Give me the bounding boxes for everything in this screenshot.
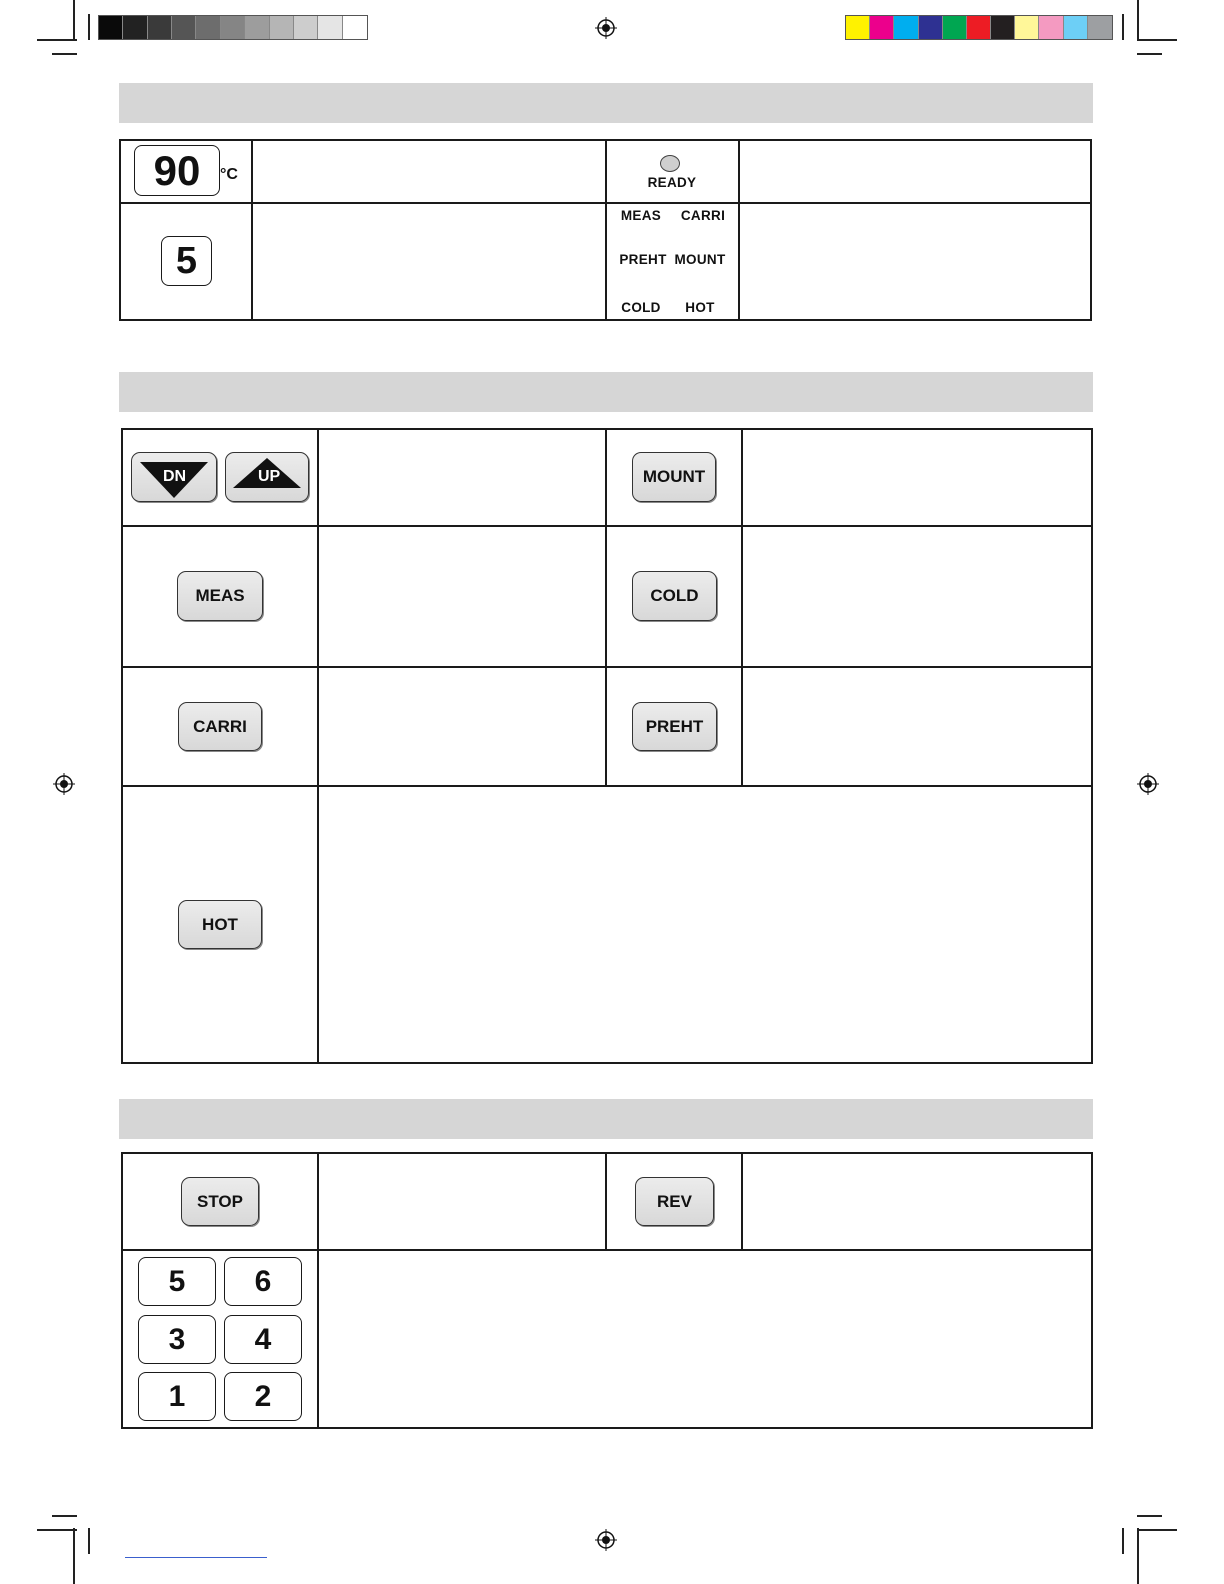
color-swatch <box>294 16 318 39</box>
number-value: 5 <box>175 239 198 282</box>
table-divider <box>317 428 319 1064</box>
color-swatch <box>172 16 196 39</box>
table-divider <box>121 666 1093 668</box>
mode-label-preht: PREHT <box>619 252 667 267</box>
color-swatch <box>846 16 870 39</box>
color-swatch <box>870 16 894 39</box>
footer-rule <box>125 1557 267 1558</box>
table-divider <box>605 428 607 786</box>
registration-mark-icon <box>595 17 617 39</box>
key-6[interactable]: 6 <box>224 1257 302 1306</box>
section-header-buttons <box>119 372 1093 412</box>
color-swatch <box>343 16 367 39</box>
mount-button[interactable]: MOUNT <box>632 452 716 502</box>
color-swatch <box>148 16 172 39</box>
key-4[interactable]: 4 <box>224 1315 302 1364</box>
crop-mark <box>88 14 90 40</box>
table-divider <box>605 139 607 321</box>
mode-label-carri: CARRI <box>680 208 726 223</box>
color-swatch <box>943 16 967 39</box>
crop-mark <box>37 1529 77 1531</box>
table-divider <box>121 525 1093 527</box>
crop-mark <box>52 1515 77 1517</box>
temperature-unit: °C <box>220 166 238 183</box>
dn-label: DN <box>163 468 187 485</box>
color-swatch <box>1064 16 1088 39</box>
color-swatch <box>245 16 269 39</box>
preht-button[interactable]: PREHT <box>632 702 717 751</box>
crop-mark <box>1137 0 1139 40</box>
table-divider <box>121 1249 1093 1251</box>
table-divider <box>605 1152 607 1249</box>
color-swatch <box>221 16 245 39</box>
crop-mark <box>1137 53 1162 55</box>
color-swatch <box>270 16 294 39</box>
table-divider <box>317 1152 319 1429</box>
crop-mark <box>52 53 77 55</box>
color-swatch <box>196 16 220 39</box>
table-divider <box>121 785 1093 787</box>
mode-label-cold: COLD <box>621 300 661 315</box>
crop-mark <box>37 39 77 41</box>
crop-mark <box>1137 39 1177 41</box>
table-divider <box>251 139 253 321</box>
color-swatch <box>318 16 342 39</box>
crop-mark <box>73 0 75 40</box>
crop-mark <box>73 1528 75 1584</box>
up-button[interactable] <box>225 452 309 502</box>
ready-label: READY <box>647 175 697 190</box>
crop-mark <box>1137 1515 1162 1517</box>
key-1[interactable]: 1 <box>138 1372 216 1421</box>
cold-button[interactable]: COLD <box>632 571 717 621</box>
color-swatch <box>99 16 123 39</box>
key-5[interactable]: 5 <box>138 1257 216 1306</box>
crop-mark <box>88 1528 90 1554</box>
mode-label-mount: MOUNT <box>674 252 726 267</box>
buttons-table <box>121 428 1093 1064</box>
section-header-controls <box>119 1099 1093 1139</box>
mode-label-meas: MEAS <box>620 208 662 223</box>
up-label: UP <box>258 468 281 485</box>
registration-mark-icon <box>53 773 75 795</box>
meas-button[interactable]: MEAS <box>177 571 263 621</box>
temperature-value: 90 <box>153 146 201 194</box>
table-divider <box>119 202 1092 204</box>
color-bar <box>845 15 1113 40</box>
color-swatch <box>1088 16 1112 39</box>
crop-mark <box>1122 14 1124 40</box>
crop-mark <box>1122 1528 1124 1554</box>
color-swatch <box>894 16 918 39</box>
carri-button[interactable]: CARRI <box>178 702 262 751</box>
key-3[interactable]: 3 <box>138 1315 216 1364</box>
table-divider <box>738 139 740 321</box>
color-swatch <box>1039 16 1063 39</box>
mode-label-hot: HOT <box>685 300 715 315</box>
table-divider <box>741 428 743 786</box>
number-display <box>161 236 212 286</box>
ready-indicator-icon <box>660 155 680 172</box>
stop-button[interactable]: STOP <box>181 1177 259 1226</box>
crop-mark <box>1137 1529 1177 1531</box>
grayscale-bar <box>98 15 368 40</box>
dn-button[interactable] <box>131 452 217 502</box>
color-swatch <box>123 16 147 39</box>
section-header-display <box>119 83 1093 123</box>
color-swatch <box>1015 16 1039 39</box>
crop-mark <box>1137 1528 1139 1584</box>
table-divider <box>741 1152 743 1249</box>
color-swatch <box>919 16 943 39</box>
hot-button[interactable]: HOT <box>178 900 262 949</box>
key-2[interactable]: 2 <box>224 1372 302 1421</box>
rev-button[interactable]: REV <box>635 1177 714 1226</box>
registration-mark-icon <box>1137 773 1159 795</box>
color-swatch <box>991 16 1015 39</box>
temperature-display <box>134 145 220 196</box>
registration-mark-icon <box>595 1529 617 1551</box>
color-swatch <box>967 16 991 39</box>
